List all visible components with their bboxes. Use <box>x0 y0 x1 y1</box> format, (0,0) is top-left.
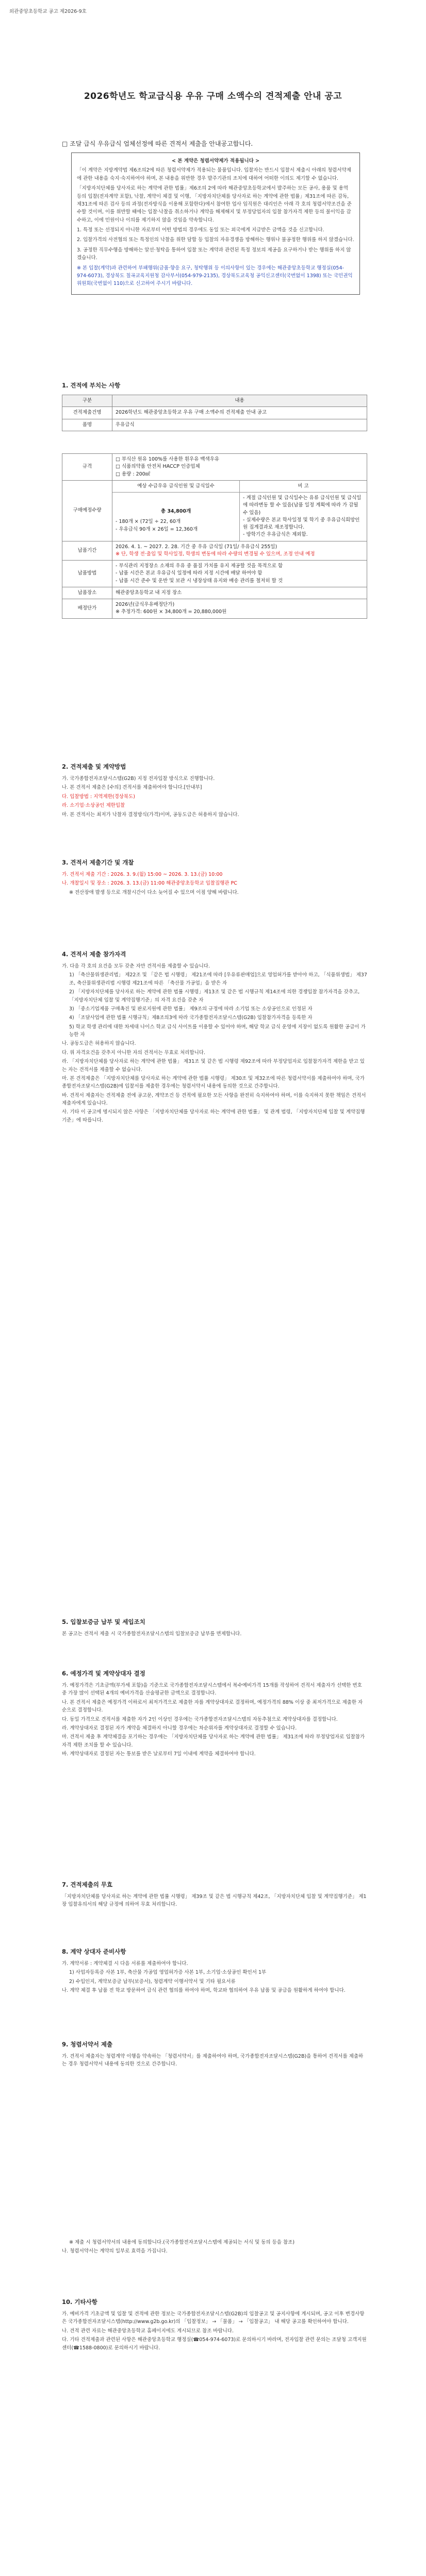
section-4-body <box>62 962 367 1125</box>
notice-heading: < 본 계약은 청렴서약제가 적용됩니다 > <box>171 158 260 164</box>
body-line: 가. 예비가격 기초금액 및 입찰 및 견적에 관한 정보는 국가종합전자조달시스템(G2B)의 입찰공고 및 공지사항에 게시되며, 공고 이후 변경사항은 국가종합전자조달시스템(http://www.g2b.go.kr)의 「입찰정보」 → 「물품」 → 「입찰공고」 내 해당 공고를 확인하여야 합니다. <box>62 2311 365 2325</box>
table-cell <box>112 480 367 541</box>
body-line: 나. 청렴서약서는 계약의 일부로 효력을 가집니다. <box>62 2248 168 2255</box>
method-line: - 납품 시간은 본교 우유급식 일정에 따라 지정 시간에 배달 하여야 함 <box>116 570 263 577</box>
section-7-title: 7. 견적제출의 무효 <box>62 1881 113 1888</box>
body-line: 라. 「지방자치단체를 당사자로 하는 계약에 관한 법률」 제31조 및 같은 법 시행령 제92조에 따라 부정당업자로 입찰참가자격 제한을 받고 있는 자는 견적서를 제출할 수 없습니다. <box>62 1059 365 1073</box>
body-line: 나. 계약 체결 후 납품 전 학교 방문하여 급식 관련 협의를 하여야 하며, 학교와 협의하여 우유 납품 및 공급을 원활하게 하여야 합니다. <box>62 1988 346 1994</box>
section-8-body <box>62 1960 367 1996</box>
page-title: 2026학년도 학교급식용 우유 구매 소액수의 견적제출 안내 공고 <box>84 91 342 101</box>
body-line: 나. 견적 관련 자료는 해관중앙초등학교 홈페이지에도 게시되므로 참조 바랍니다. <box>62 2328 234 2334</box>
body-line: 바. 견적서 제출자는 견적제출 전에 공고문, 계약조건 등 견적에 필요한 모든 사항을 완전히 숙지하여야 하며, 이를 숙지하지 못한 책임은 견적서 제출자에게 있습니다. <box>62 1092 366 1106</box>
price-line: ※ 추정가격: 600원 × 34,800개 = 20,880,000원 <box>116 609 227 615</box>
integrity-notice-box <box>71 152 360 295</box>
table-row <box>62 454 367 481</box>
section-4-title: 4. 견적서 제출 참가자격 <box>62 951 126 958</box>
table-row <box>62 419 367 431</box>
specification-table <box>62 453 367 619</box>
table-cell <box>112 493 240 541</box>
section-1-title: 1. 견적에 부치는 사항 <box>62 382 121 389</box>
body-line: 「지방자치단체를 당사자로 하는 계약에 관한 법률 시행령」 제39조 및 같은 법 시행규칙 제42조, 「지방자치단체 입찰 및 계약집행기준」 제1장 입찰유의서의 해당 규정에 의하여 무효 처리합니다. <box>62 1894 367 1908</box>
table-cell: 우유급식 <box>112 419 367 431</box>
body-line: 나. 개찰일시 및 장소 : 2026. 3. 13.(금) 11:00 해관중앙초등학교 입찰집행관 PC <box>62 880 237 887</box>
notice-paragraph: 「지방자치단체를 당사자로 하는 계약에 관한 법률」제6조의 2에 따라 해관중앙초등학교에서 발주하는 모든 공사, 용품 및 용역 등의 입찰(전자계약 포함), 낙찰, 계약이 체결 및 이행, 「지방자치단체를 당사자로 하는 계약에 관한 법률」제31조에 따른 감독, 제31조에 따른 검사 등의 과정(전자방식을 이용해 포함한다)에서 참여한 업사 임직원은 대리인은 아래 각 호의 청렴서약조건을 준수할 것이며, 이를 위반할 때에는 입찰·낙찰을 취소하거나 계약을 해제해지 및 부정당업자의 입찰 참가자격 제한 등의 불이익을 감수하고, 이에 민원이나 이의를 제기하지 않을 것임을 약속합니다. <box>77 185 352 223</box>
table-row <box>62 587 367 599</box>
body-line: 5) 학교 학생 관리에 대한 차세대 나이스 학교 급식 사이트를 이용할 수 있어야 하며, 해당 학교 급식 운영에 지장이 없도록 원활한 공급이 가능한 자 <box>69 1024 366 1038</box>
method-line: - 납품 시간 준수 및 운반 및 보관 시 냉장상태 유지와 배송 관리를 철저히 할 것 <box>116 578 283 584</box>
table-cell <box>112 454 367 481</box>
body-line: 다. 위 자격요건을 갖추지 아니한 자의 견적서는 무효로 처리합니다. <box>62 1049 205 1056</box>
section-8-title: 8. 계약 상대자 준비사항 <box>62 1948 126 1955</box>
body-line: 마. 본 견적서는 최저가 낙찰자 결정방식(가격)이며, 공동도급은 허용하지 않습니다. <box>62 811 239 818</box>
table-cell <box>240 493 367 541</box>
remark-line: - 실제수량은 본교 학사일정 및 학기 중 우유급식희망인원 집계결과로 재조정합니다. <box>243 517 360 530</box>
remark-line: - 계절 급식인원 및 급식일수는 유류 급식인원 및 급식일에 따라변동 할 수 있음(납품 일정 계획에 따라 가 감될 수 있음) <box>243 495 362 516</box>
section-2-title: 2. 견적제출 및 계약방법 <box>62 763 126 770</box>
quantity-line: - 180개 × (72일 ÷ 22, 60개 <box>116 519 181 525</box>
body-line: 나. 공동도급은 허용하지 않습니다. <box>62 1041 136 1047</box>
section-3-body <box>62 871 367 897</box>
table-cell: 품명 <box>62 419 112 431</box>
section-6-body <box>62 1682 367 1759</box>
delivery-period-note: ※ 단, 학생 전·출입 및 학사일정, 학생의 변동에 따라 수량의 변경될 수 있으며, 조정 안내 예정 <box>116 551 315 557</box>
table-row <box>62 407 367 419</box>
body-line: 1) 사업자등록증 사본 1부, 축산물 가공업 영업허가증 사본 1부, 소기업·소상공인 확인서 1부 <box>69 1970 267 1976</box>
body-line: 가. 다음 각 호의 요건을 모두 갖춘 자만 견적서를 제출할 수 있습니다. <box>62 963 210 969</box>
body-line: 라. 계약상대자로 결정된 자가 계약을 체결하지 아니할 경우에는 차순위자를 계약상대자로 결정할 수 있습니다. <box>62 1725 297 1731</box>
notice-paragraph: 「이 계약은 지방계약법 제6조의2에 따른 청렴서약제가 적용되는 물품입니다. 입찰자는 반드시 입찰서 제출시 아래의 청렴서약제에 관한 내용을 숙지·숙지하여야 하며, 본 내용을 위반한 경우 발주기관의 조치에 대하여 어떠한 이의도 제기할 수 없습니다. <box>77 167 351 181</box>
table-header: 구분 <box>62 395 112 407</box>
body-line: 가. 예정가격은 기초금액(부가세 포함)을 기준으로 국가종합전자조달시스템에서 복수예비가격 15개를 작성하여 견적서 제출자가 선택한 번호 중 가장 많이 선택된 4개의 예비가격을 산술평균한 금액으로 결정합니다. <box>62 1683 362 1697</box>
notice-item: 2. 입찰가격의 사전협의 또는 특정인의 낙찰을 위한 담합 등 입찰의 자유경쟁을 방해하는 행위나 불공정한 행위를 하지 않겠습니다. <box>77 237 354 243</box>
body-line: 다. 입찰방법 : 지역제한(경상북도) <box>62 793 135 800</box>
table-row <box>62 541 367 561</box>
table-row <box>62 561 367 587</box>
spec-check-item: □ 용량 : 200㎖ <box>116 471 151 477</box>
section-2-body <box>62 775 367 820</box>
delivery-period: 2026. 4. 1. ~ 2027. 2. 28. 기간 중 우유 급식일 (71일/ 우유급식 255일) <box>116 544 277 550</box>
body-line: 라. 소기업·소상공인 제한입찰 <box>62 803 125 809</box>
section-10-body <box>62 2310 367 2353</box>
body-line: 다. 기타 견적제출과 관련된 사항은 해관중앙초등학교 행정실(☎054-974-6073)로 문의하시기 바라며, 전자입찰 관련 문의는 조달청 고객지원센터(☎1588-0800)로 문의하시기 바랍니다. <box>62 2337 367 2351</box>
price-line: 2026년(급식우유배정단가) <box>116 602 175 607</box>
body-line: 2) 「지방자치단체를 당사자로 하는 계약에 관한 법률 시행령」제13조 및 같은 법 시행규칙 제14조에 의한 경쟁입찰 참가자격을 갖추고, 「지방자치단체 입찰 및 계약집행기준」의 자격 요건을 갖춘 자 <box>69 989 360 1003</box>
body-line: 바. 계약상대자로 결정된 자는 통보를 받은 날로부터 7일 이내에 계약을 체결하여야 합니다. <box>62 1751 256 1757</box>
body-line: 나. 본 견적서 제출은 [수의] 견적서를 제출하여야 합니다.[안내부] <box>62 785 202 791</box>
table-cell: 납품장소 <box>62 587 112 599</box>
method-line: - 부식관리 지정장소 소재의 우유 중 품질 가치를 유지 제공할 것을 목적으로 함 <box>116 563 283 569</box>
spec-check-item: □ 부식산 원유 100%를 사용한 흰우유 백색우유 <box>116 456 220 462</box>
section-7-body <box>62 1893 367 1910</box>
section-9-body <box>62 2053 367 2257</box>
body-line: 마. 견적서 제출 후 계약체결을 포기하는 경우에는 「지방자치단체를 당사자로 하는 계약에 관한 법률」 제31조에 따라 부정당업자로 입찰참가자격 제한 조치를 할 수 있습니다. <box>62 1734 365 1748</box>
body-line: 마. 본 견적제출은 「지방자치단체를 당사자로 하는 계약에 관한 법률 시행령」 제30조 및 제32조에 따른 청렴서약서를 제출하여야 하며, 국가종합전자조달시스템(G2B)에 입찰서를 제출한 경우에는 청렴서약서 내용에 동의한 것으로 간주합니다. <box>62 1075 365 1090</box>
table-header: 내용 <box>112 395 367 407</box>
body-line: 1) 「축산물위생관리법」 제22조 및 「같은 법 시행령」 제21조에 따라 [우유류판매업]으로 영업허가를 받아야 하고, 「식품위생법」 제37조, 축산물위생관리법 시행령 제21조에 따른 「축산물 가공업」을 받은 자 <box>69 972 367 986</box>
notice-item: 1. 특정 또는 선정되지 아니한 자로부터 어떤 방법의 경우에도 동일 또는 외국에게 지급받은 금액을 것을 신고합니다. <box>77 227 324 233</box>
table-cell: 배정단가 <box>62 599 112 619</box>
table-cell: 규격 <box>62 454 112 481</box>
body-line: 가. 계약서류 : 계약체결 시 다음 서류를 제출하여야 합니다. <box>62 1961 188 1967</box>
table-cell: 해관중앙초등학교 내 지정 장소 <box>112 587 367 599</box>
table-cell: 구매예정수량 <box>62 480 112 541</box>
table-cell <box>112 599 367 619</box>
body-line: 가. 견적서 제출 기간 : 2026. 3. 9.(월) 15:00 ~ 2026. 3. 13.(금) 10:00 <box>62 872 223 877</box>
body-line: 3) 「중소기업제품 구매촉진 및 판로지원에 관한 법률」 제9조의 규정에 따라 소기업 또는 소상공인으로 인정된 자 <box>69 1006 313 1012</box>
section-5-title: 5. 입찰보증금 납부 및 세입조치 <box>62 1618 145 1625</box>
table-cell: 예상 수급우유 급식인원 및 급식일수 <box>112 481 240 493</box>
table-cell: 견적제출건명 <box>62 407 112 419</box>
body-line: ※ 전산장애 발생 등으로 개찰시간이 다소 늦어질 수 있으며 이점 양해 바랍니다. <box>69 889 239 895</box>
body-line: ※ 제출 시 청렴서약서의 내용에 동의합니다.(국가종합전자조달시스템에 제공되는 서식 및 동의 등을 참조) <box>69 2239 295 2245</box>
spec-check-item: □ 식품의약품 안전처 HACCP 인증업체 <box>116 464 200 470</box>
body-line: 사. 기타 이 공고에 명시되지 않은 사항은 「지방자치단체를 당사자로 하는 계약에 관한 법률」 및 관계 법령, 「지방자치단체 입찰 및 계약집행기준」에 따릅니다. <box>62 1109 365 1123</box>
notice-item: 3. 공정한 직무수행을 방해하는 알선·청탁을 통하여 입찰 또는 계약과 관련된 특정 정보의 제공을 요구하거나 받는 행위를 하지 않겠습니다. <box>77 247 351 261</box>
document-number: 외관중앙초등학교 공고 제2026-9호 <box>9 9 87 14</box>
section-5-body <box>62 1630 367 1639</box>
table-cell: 납품방법 <box>62 561 112 587</box>
table-cell: 2026학년도 해관중앙초등학교 우유 구매 소액수의 견적제출 안내 공고 <box>112 407 367 419</box>
table-row <box>62 480 367 541</box>
notice-report-info: ※ 본 입찰(계약)과 관련하여 부패행위(금품·향응 요구, 청탁행위 등 이의사항이 있는 경우에는 해관중앙초등학교 행정실(054-974-6073), 경상북도 칠곡교육지원청 감사부서(054-979-2135), 경상북도교육청 공익신고센터(국번없이 1398) 또는 국민권익위원회(국번없이 110)으로 신고하여 주시기 바랍니다. <box>77 265 353 287</box>
table-row <box>62 599 367 619</box>
body-line: 다. 동일 가격으로 견적서를 제출한 자가 2인 이상인 경우에는 국가종합전자조달시스템의 자동추첨으로 계약상대자를 결정합니다. <box>62 1716 338 1722</box>
subject-table <box>62 395 367 431</box>
section-6-title: 6. 예정가격 및 계약상대자 결정 <box>62 1670 145 1677</box>
body-line: 나. 본 견적서 제출은 예정가격 이하로서 최저가격으로 제출한 자를 계약상대자로 결정하며, 예정가격의 88% 이상 중 최저가격으로 제출한 자 순으로 결정합니다. <box>62 1699 363 1714</box>
table-cell <box>112 561 367 587</box>
intro-line: □ 조달 급식 우유급식 업체선정에 따른 견적서 제출을 안내공고합니다. <box>62 140 253 147</box>
section-9-title: 9. 청렴서약서 제출 <box>62 2041 113 2048</box>
body-line: 본 공고는 견적서 제출 시 국가종합전자조달시스템의 입찰보증금 납부를 면제합니다. <box>62 1631 242 1637</box>
body-line: 2) 수입인지, 계약보증금 납부(보증서), 청렴계약 이행서약서 및 기타 필요서류 <box>69 1978 236 1985</box>
table-cell: 비 고 <box>240 481 367 493</box>
remark-line: - 방학기간 우유급식은 제외함. <box>243 532 308 538</box>
section-10-title: 10. 기타사항 <box>62 2298 97 2306</box>
table-cell <box>112 541 367 561</box>
body-line: 가. 견적서 제출자는 청렴계약 이행을 약속하는 「청렴서약서」를 제출하여야 하며, 국가종합전자조달시스템(G2B)을 통하여 견적서를 제출하는 경우 청렴서약서 내용에 동의한 것으로 간주합니다. <box>62 2054 364 2067</box>
body-line: 4) 「조달사업에 관한 법률 시행규칙」제8조의3에 따라 국가종합전자조달시스템(G2B) 입찰참가자격을 등록한 자 <box>69 1015 313 1021</box>
quantity-line: - 우유급식 90개 × 26일 = 12,360개 <box>116 526 198 532</box>
quantity-total: 총 34,800개 <box>160 509 191 514</box>
body-line: 가. 국가종합전자조달시스템(G2B) 지정 전자입찰 방식으로 진행합니다. <box>62 776 215 782</box>
section-3-title: 3. 견적서 제출기간 및 개찰 <box>62 859 134 866</box>
table-cell: 납품기간 <box>62 541 112 561</box>
